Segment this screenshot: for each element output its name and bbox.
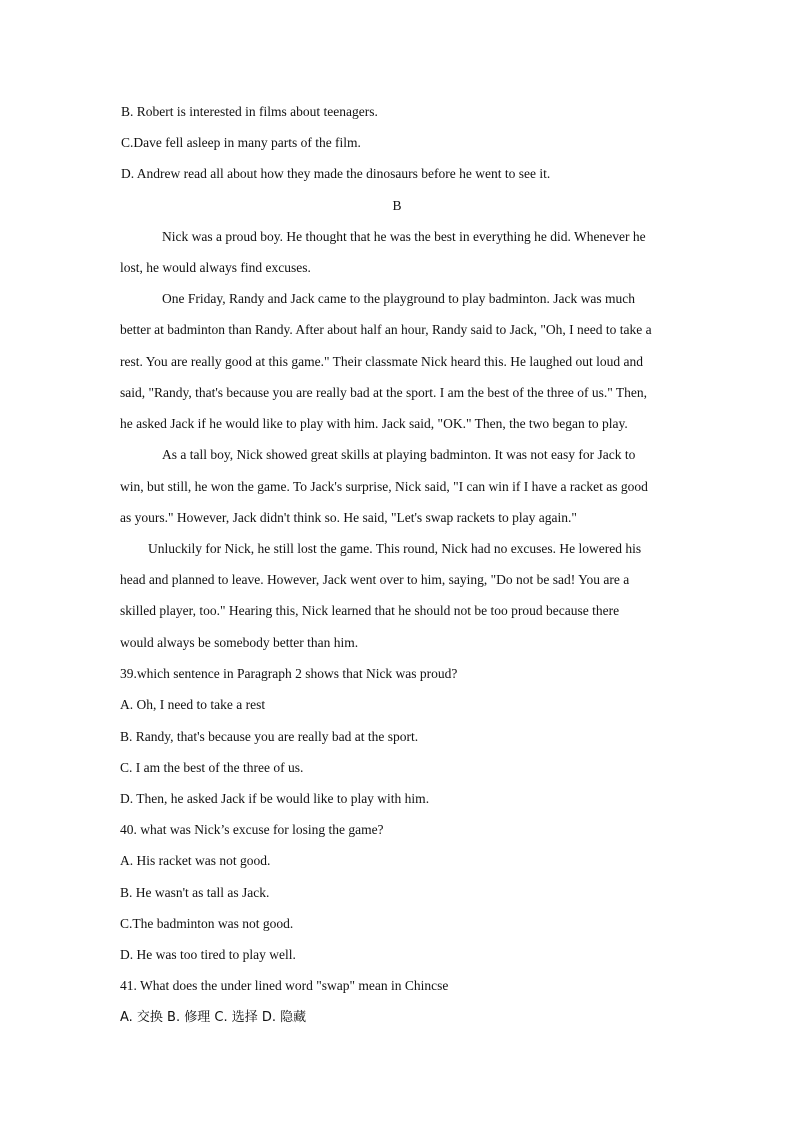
passage-p1-line: lost, he would always find excuses. xyxy=(120,260,311,275)
question-39-option-d: D. Then, he asked Jack if be would like to play with him. xyxy=(120,791,430,806)
passage-p2-line: said, "Randy, that's because you are really bad at the sport. I am the best of the three of us." Then, xyxy=(120,385,648,400)
question-39-option-c: C. I am the best of the three of us. xyxy=(120,760,304,775)
previous-option-b: B. Robert is interested in films about teenagers. xyxy=(121,104,378,119)
passage-p4-line: would always be somebody better than him. xyxy=(120,635,359,650)
passage-p2-line: better at badminton than Randy. After about half an hour, Randy said to Jack, "Oh, I need to take a xyxy=(120,322,652,337)
passage-p3-line: as yours." However, Jack didn't think so. He said, "Let's swap rackets to play again." xyxy=(120,510,577,525)
question-40-option-b: B. He wasn't as tall as Jack. xyxy=(120,885,270,900)
question-41-options: A. 交换 B. 修理 C. 选择 D. 隐藏 xyxy=(120,1010,307,1025)
passage-p3-line: As a tall boy, Nick showed great skills at playing badminton. It was not easy for Jack to xyxy=(162,447,636,462)
question-39-option-b: B. Randy, that's because you are really bad at the sport. xyxy=(120,729,419,744)
question-40-option-a: A. His racket was not good. xyxy=(120,853,271,868)
passage-p2-line: rest. You are really good at this game." Their classmate Nick heard this. He laughed out loud and xyxy=(120,354,644,369)
previous-option-d: D. Andrew read all about how they made the dinosaurs before he went to see it. xyxy=(121,166,551,181)
previous-option-c: C.Dave fell asleep in many parts of the film. xyxy=(121,135,361,150)
question-39-option-a: A. Oh, I need to take a rest xyxy=(120,697,266,712)
question-40-option-c: C.The badminton was not good. xyxy=(120,916,294,931)
question-40-stem: 40. what was Nick’s excuse for losing the game? xyxy=(120,822,384,837)
question-39-stem: 39.which sentence in Paragraph 2 shows that Nick was proud? xyxy=(120,666,458,681)
passage-p4-line: head and planned to leave. However, Jack went over to him, saying, "Do not be sad! You are a xyxy=(120,572,630,587)
passage-p2-line: One Friday, Randy and Jack came to the playground to play badminton. Jack was much xyxy=(162,291,636,306)
passage-p4-line: Unluckily for Nick, he still lost the game. This round, Nick had no excuses. He lowered his xyxy=(148,541,642,556)
passage-p3-line: win, but still, he won the game. To Jack's surprise, Nick said, "I can win if I have a racket as good xyxy=(120,479,648,494)
passage-p2-line: he asked Jack if he would like to play with him. Jack said, "OK." Then, the two began to play. xyxy=(120,416,628,431)
section-label: B xyxy=(392,198,402,213)
passage-p4-line: skilled player, too." Hearing this, Nick learned that he should not be too proud because there xyxy=(120,603,620,618)
question-41-stem: 41. What does the under lined word "swap" mean in Chincse xyxy=(120,978,449,993)
passage-p1-line: Nick was a proud boy. He thought that he was the best in everything he did. Whenever he xyxy=(162,229,646,244)
question-40-option-d: D. He was too tired to play well. xyxy=(120,947,296,962)
